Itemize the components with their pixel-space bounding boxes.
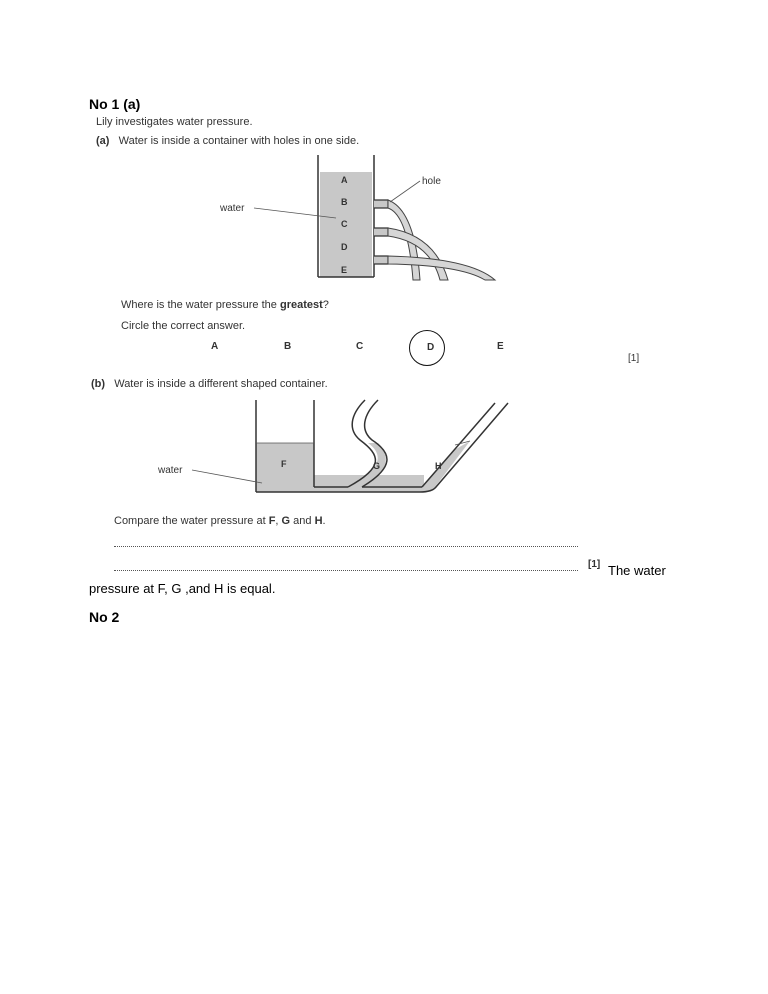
part-b-label: (b) — [91, 378, 106, 390]
part-a-instruction: Circle the correct answer. — [121, 320, 246, 332]
option-a[interactable]: A — [211, 341, 219, 352]
part-b-question-and: and — [290, 515, 315, 527]
part-b-question-prefix: Compare the water pressure at — [114, 515, 269, 527]
part-b-marks: [1] — [588, 559, 601, 570]
part-a-question — [121, 299, 329, 311]
answer-line-2[interactable] — [114, 569, 578, 571]
question-2-heading: No 2 — [89, 609, 120, 625]
part-a-question-suffix: ? — [322, 299, 329, 311]
part-b-question-f: F — [268, 515, 276, 527]
part-a-question-prefix: Where is the water pressure the — [121, 299, 280, 311]
container-holes-diagram — [210, 150, 510, 285]
answer-text-part1: The water — [608, 563, 666, 578]
option-d[interactable]: D — [427, 342, 435, 353]
part-b-stem-text: Water is inside a different shaped container. — [114, 378, 328, 390]
label-h: H — [435, 461, 442, 471]
option-c[interactable]: C — [356, 341, 364, 352]
part-a-label: (a) — [96, 135, 110, 147]
diagram-letter-a: A — [341, 175, 348, 185]
water-label-b: water — [158, 465, 183, 476]
part-a-stem-text: Water is inside a container with holes in one side. — [118, 135, 360, 147]
part-b-question-sep: , — [275, 515, 282, 527]
shaped-container-diagram — [150, 395, 520, 495]
option-b[interactable]: B — [284, 341, 292, 352]
diagram-letter-c: C — [341, 219, 348, 229]
option-e[interactable]: E — [497, 341, 504, 352]
part-a-marks: [1] — [628, 353, 640, 364]
answer-text-part2: pressure at F, G ,and H is equal. — [89, 581, 276, 596]
part-a-stem — [96, 135, 359, 147]
part-b-stem — [91, 378, 328, 390]
label-f: F — [281, 459, 287, 469]
part-b-question-suffix: . — [322, 515, 326, 527]
question-1-heading: No 1 (a) — [89, 96, 141, 112]
answer-circle — [409, 330, 445, 366]
label-g: G — [373, 461, 381, 471]
part-b-question — [114, 515, 326, 527]
water-label-a: water — [220, 203, 245, 214]
diagram-letter-b: B — [341, 197, 348, 207]
diagram-letter-e: E — [341, 265, 348, 275]
answer-line-1[interactable] — [114, 545, 578, 547]
part-a-question-bold: greatest — [279, 299, 323, 311]
intro-text: Lily investigates water pressure. — [96, 116, 253, 128]
diagram-letter-d: D — [341, 242, 348, 252]
part-b-question-h: H — [314, 515, 323, 527]
hole-label: hole — [422, 176, 441, 187]
part-b-question-g: G — [281, 515, 291, 527]
